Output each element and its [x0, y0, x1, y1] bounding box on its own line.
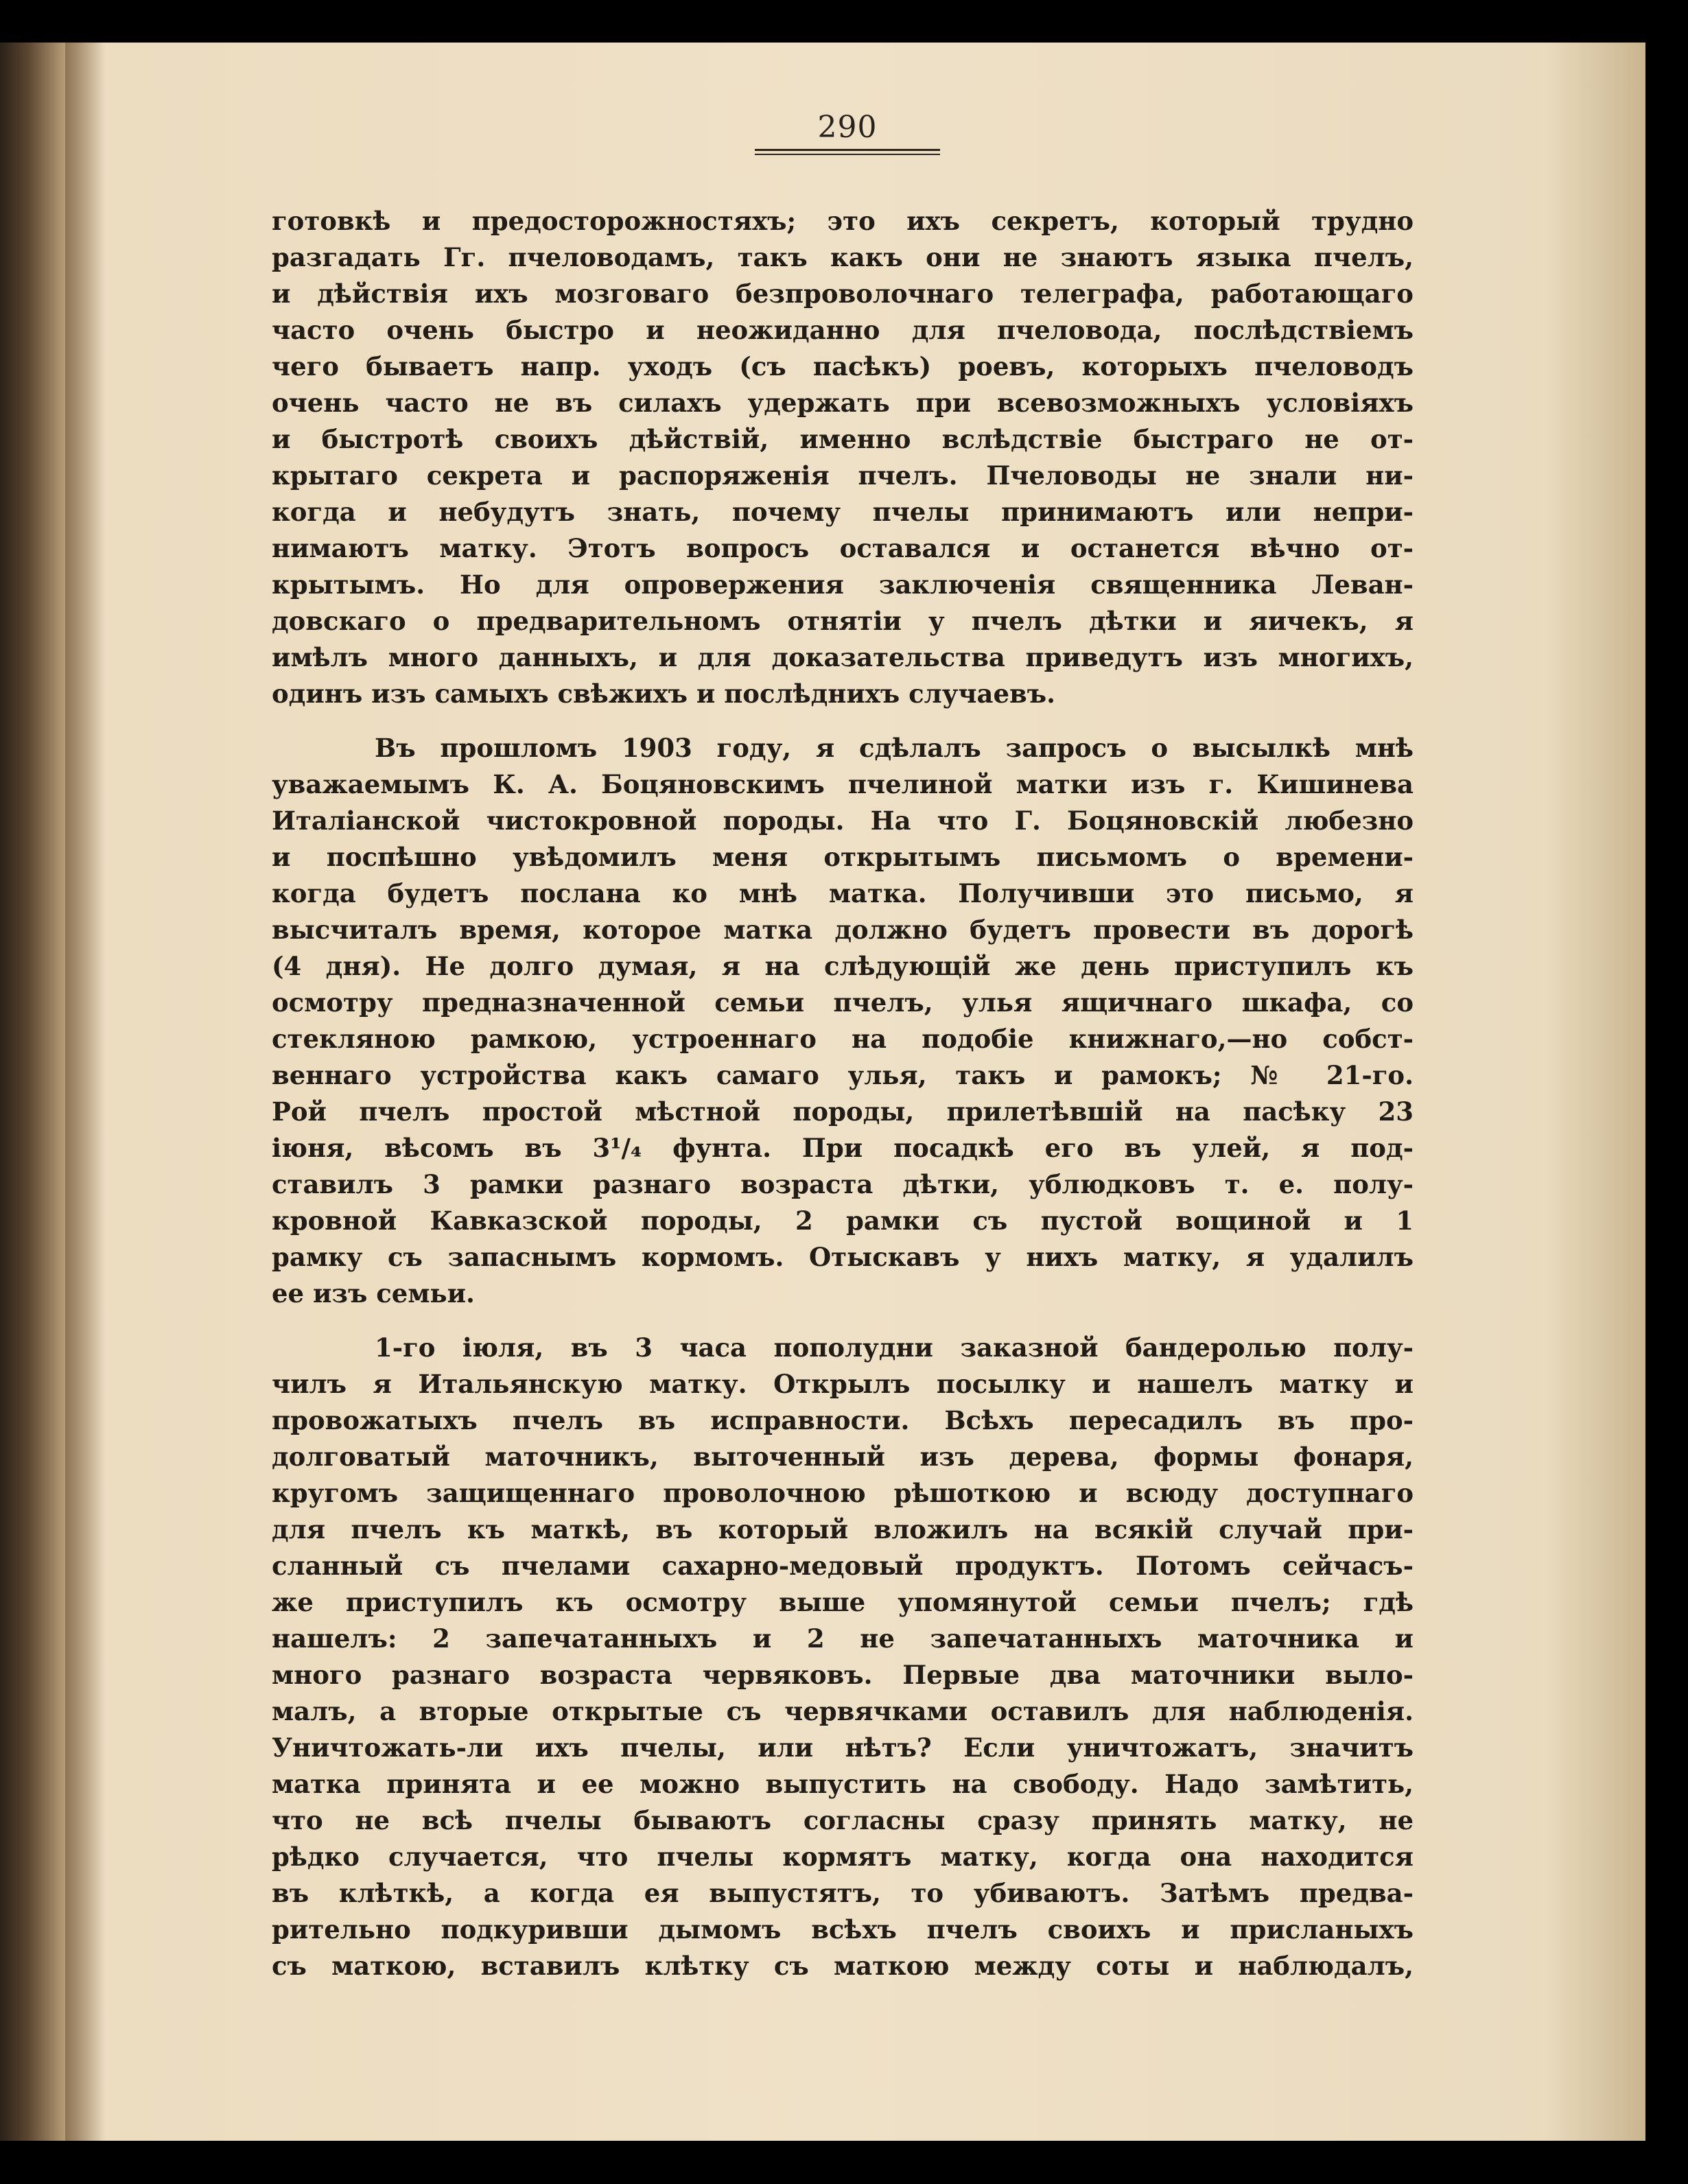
- text-line: когда будетъ послана ко мнѣ матка. Получивши это письмо, я: [272, 878, 1414, 908]
- book-spine-shadow: [65, 43, 106, 2141]
- text-line: что не всѣ пчелы бываютъ согласны сразу принять матку, не: [272, 1805, 1414, 1835]
- text-line: чилъ я Итальянскую матку. Открылъ посылку и нашелъ матку и: [272, 1369, 1414, 1399]
- text-line: крытымъ. Но для опровержения заключенія священника Леван-: [272, 570, 1414, 600]
- text-line: готовкѣ и предосторожностяхъ; это ихъ секретъ, который трудно: [272, 206, 1414, 236]
- text-line: осмотру предназначенной семьи пчелъ, улья ящичнаго шкафа, со: [272, 987, 1414, 1018]
- text-line: рительно подкуривши дымомъ всѣхъ пчелъ своихъ и присланыхъ: [272, 1914, 1414, 1945]
- text-line: для пчелъ къ маткѣ, въ который вложилъ на всякій случай при-: [272, 1514, 1414, 1545]
- text-line: и дѣйствія ихъ мозговаго безпроволочнаго телеграфа, работающаго: [272, 279, 1414, 309]
- text-line: Въ прошломъ 1903 году, я сдѣлалъ запросъ о высылкѣ мнѣ: [375, 733, 1414, 763]
- text-line: разгадать Гг. пчеловодамъ, такъ какъ они не знаютъ языка пчелъ,: [272, 242, 1414, 272]
- text-line: долговатый маточникъ, выточенный изъ дерева, формы фонаря,: [272, 1442, 1414, 1472]
- page-header: [755, 110, 940, 155]
- text-line: кровной Кавказской породы, 2 рамки съ пустой вощиной и 1: [272, 1206, 1414, 1236]
- text-line: же приступилъ къ осмотру выше упомянутой семьи пчелъ; гдѣ: [272, 1587, 1414, 1617]
- paragraph-gap: [272, 712, 1414, 730]
- text-line: и быстротѣ своихъ дѣйствій, именно вслѣдствіе быстраго не от-: [272, 424, 1414, 454]
- paragraph: [272, 1330, 1414, 1984]
- text-line: кругомъ защищеннаго проволочною рѣшоткою и всюду доступнаго: [272, 1478, 1414, 1508]
- paragraph-gap: [272, 1312, 1414, 1330]
- header-rule: [755, 149, 940, 155]
- text-line: малъ, а вторые открытые съ червячками оставилъ для наблюденія.: [272, 1696, 1414, 1726]
- text-line: матка принята и ее можно выпустить на свободу. Надо замѣтить,: [272, 1769, 1414, 1799]
- text-line: высчиталъ время, которое матка должно будетъ провести въ дорогѣ: [272, 915, 1414, 945]
- text-line: когда и небудутъ знать, почему пчелы принимаютъ или непри-: [272, 497, 1414, 527]
- text-line: одинъ изъ самыхъ свѣжихъ и послѣднихъ случаевъ.: [272, 679, 1055, 709]
- text-line: ставилъ 3 рамки разнаго возраста дѣтки, ублюдковъ т. е. полу-: [272, 1169, 1414, 1199]
- text-line: рамку съ запаснымъ кормомъ. Отыскавъ у нихъ матку, я удалилъ: [272, 1242, 1414, 1272]
- text-line: (4 дня). Не долго думая, я на слѣдующій же день приступилъ къ: [272, 951, 1414, 981]
- text-line: нашелъ: 2 запечатанныхъ и 2 не запечатанныхъ маточника и: [272, 1623, 1414, 1654]
- text-line: провожатыхъ пчелъ въ исправности. Всѣхъ пересадилъ въ про-: [272, 1405, 1414, 1435]
- text-line: Италіанской чистокровной породы. На что Г. Боцяновскій любезно: [272, 806, 1414, 836]
- text-line: 1-го іюля, въ 3 часа пополудни заказной бандеролью полу-: [375, 1332, 1414, 1363]
- text-line: очень часто не въ силахъ удержать при всевозможныхъ условіяхъ: [272, 388, 1414, 418]
- text-line: и поспѣшно увѣдомилъ меня открытымъ письмомъ о времени-: [272, 842, 1414, 872]
- text-line: въ клѣткѣ, а когда ея выпустятъ, то убиваютъ. Затѣмъ предва-: [272, 1878, 1414, 1908]
- text-line: стекляною рамкою, устроеннаго на подобіе книжнаго,—но собст-: [272, 1024, 1414, 1054]
- text-line: веннаго устройства какъ самаго улья, такъ и рамокъ; № 21-го.: [272, 1060, 1414, 1090]
- text-line: Рой пчелъ простой мѣстной породы, прилетѣвшій на пасѣку 23: [272, 1096, 1414, 1127]
- text-line: уважаемымъ К. А. Боцяновскимъ пчелиной матки изъ г. Кишинева: [272, 769, 1414, 799]
- text-line: часто очень быстро и неожиданно для пчеловода, послѣдствіемъ: [272, 315, 1414, 345]
- body-text: [272, 203, 1414, 1984]
- text-line: рѣдко случается, что пчелы кормятъ матку, когда она находится: [272, 1842, 1414, 1872]
- text-line: чего бываетъ напр. уходъ (съ пасѣкъ) роевъ, которыхъ пчеловодъ: [272, 351, 1414, 381]
- page-number: 290: [817, 110, 878, 145]
- text-line: іюня, вѣсомъ въ 3¹/₄ фунта. При посадкѣ его въ улей, я под-: [272, 1133, 1414, 1163]
- paragraph: [272, 730, 1414, 1312]
- paragraph: [272, 203, 1414, 712]
- text-line: имѣлъ много данныхъ, и для доказательства приведутъ изъ многихъ,: [272, 642, 1414, 672]
- text-line: сланный съ пчелами сахарно-медовый продуктъ. Потомъ сейчасъ-: [272, 1551, 1414, 1581]
- text-line: крытаго секрета и распоряженія пчелъ. Пчеловоды не знали ни-: [272, 460, 1414, 491]
- text-line: Уничтожать-ли ихъ пчелы, или нѣтъ? Если уничтожатъ, значитъ: [272, 1733, 1414, 1763]
- text-line: довскаго о предварительномъ отнятіи у пчелъ дѣтки и яичекъ, я: [272, 606, 1414, 636]
- text-line: ее изъ семьи.: [272, 1278, 475, 1308]
- text-line: нимаютъ матку. Этотъ вопросъ оставался и останется вѣчно от-: [272, 533, 1414, 563]
- text-line: много разнаго возраста червяковъ. Первые два маточники выло-: [272, 1660, 1414, 1690]
- text-line: съ маткою, вставилъ клѣтку съ маткою между соты и наблюдалъ,: [272, 1951, 1414, 1981]
